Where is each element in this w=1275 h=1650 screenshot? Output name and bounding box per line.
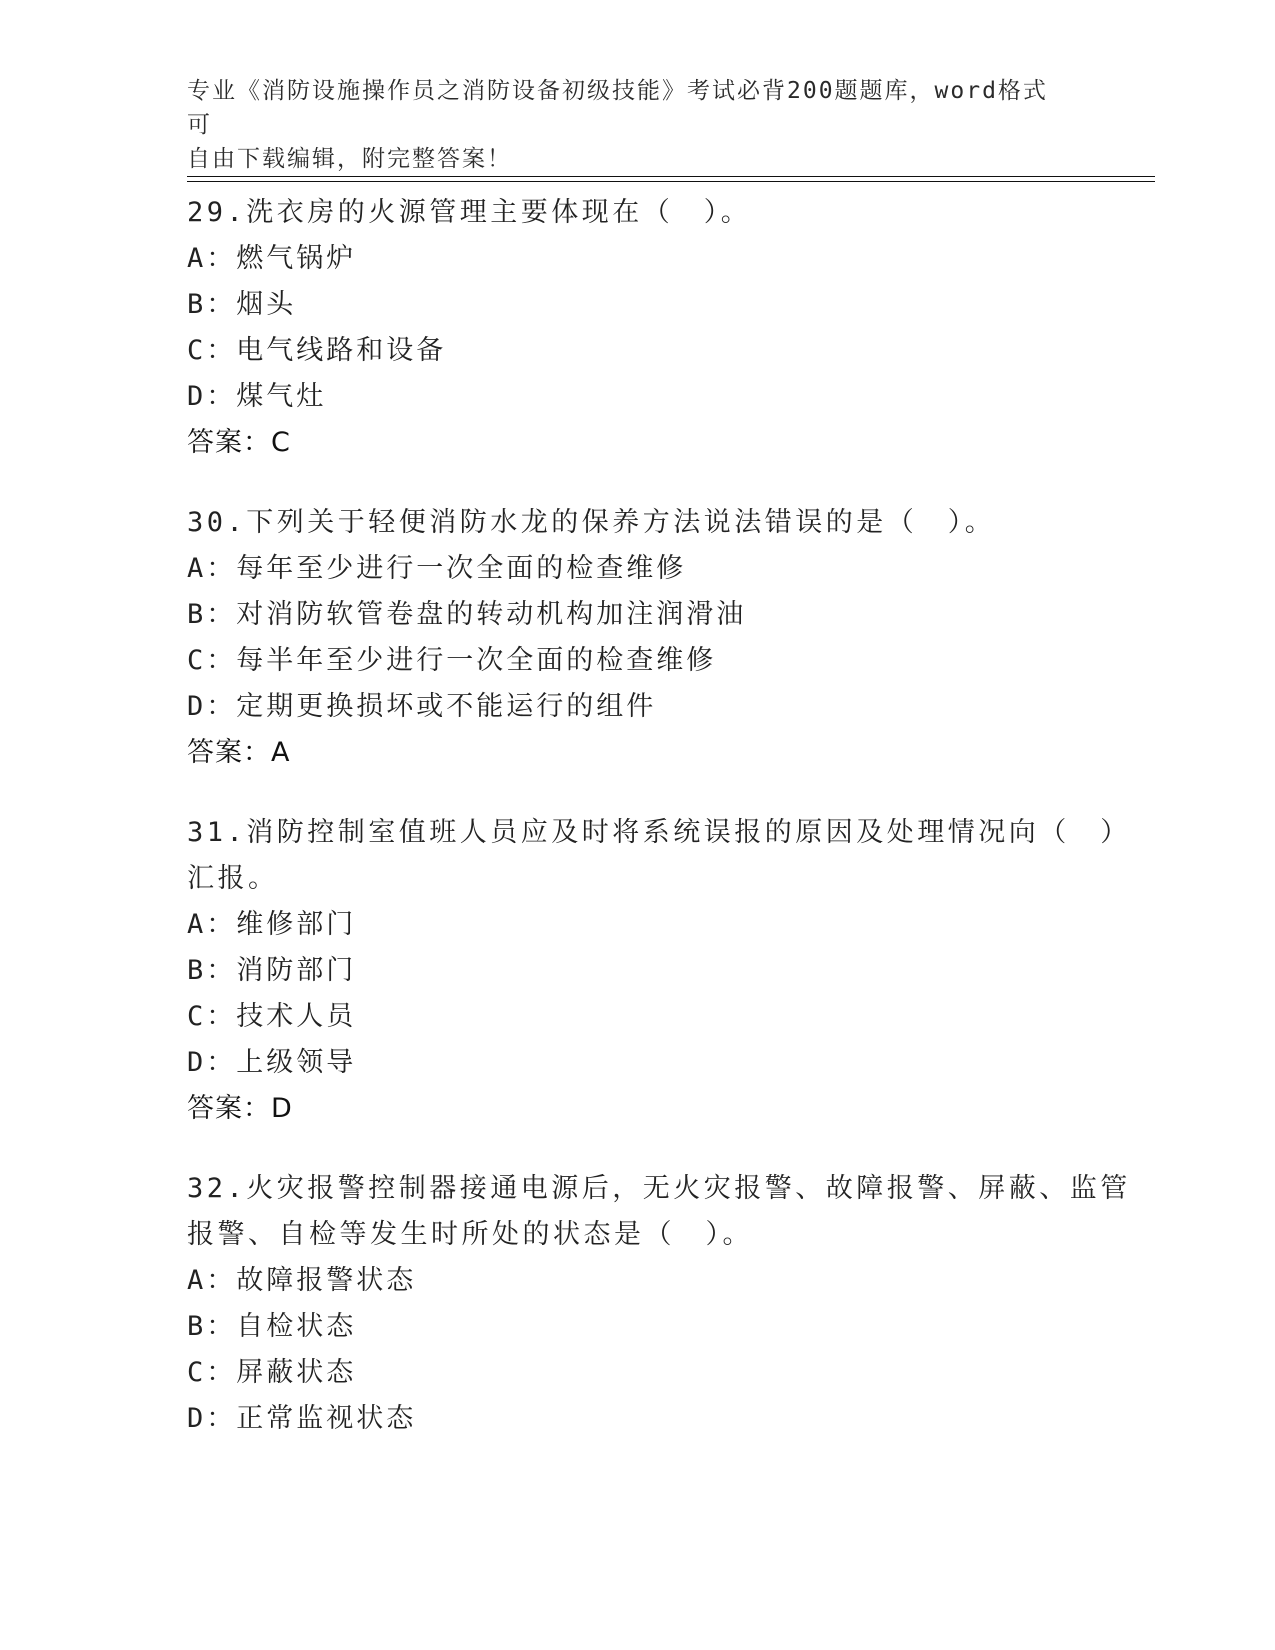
question-stem-line: 30.下列关于轻便消防水龙的保养方法说法错误的是（ ）。 <box>187 507 996 538</box>
header-divider-bottom <box>187 181 1155 182</box>
question-stem <box>187 810 1131 902</box>
question-29 <box>187 190 1087 466</box>
option-a: A：故障报警状态 <box>187 1265 417 1296</box>
option-c: C：技术人员 <box>187 1001 357 1032</box>
question-32 <box>187 1166 1131 1442</box>
option-d: D：正常监视状态 <box>187 1403 417 1434</box>
option-a: A：燃气锅炉 <box>187 243 357 274</box>
option-d: D：上级领导 <box>187 1047 357 1078</box>
question-stem <box>187 190 1087 236</box>
option-b: B：消防部门 <box>187 955 357 986</box>
option-d: D：煤气灶 <box>187 381 327 412</box>
answer-line: 答案：A <box>187 737 291 768</box>
question-stem-line: 报警、自检等发生时所处的状态是（ ）。 <box>187 1219 753 1250</box>
question-list <box>187 190 1131 1476</box>
answer-line: 答案：C <box>187 427 291 458</box>
question-stem <box>187 500 1087 546</box>
question-stem-line: 31.消防控制室值班人员应及时将系统误报的原因及处理情况向（ ） <box>187 817 1131 848</box>
question-stem-line: 汇报。 <box>187 863 279 894</box>
question-30 <box>187 500 1087 776</box>
question-stem-line: 32.火灾报警控制器接通电源后，无火灾报警、故障报警、屏蔽、监管 <box>187 1173 1131 1204</box>
option-a: A：维修部门 <box>187 909 357 940</box>
question-31 <box>187 810 1131 1132</box>
header-line-2: 自由下载编辑，附完整答案！ <box>187 146 512 172</box>
option-c: C：每半年至少进行一次全面的检查维修 <box>187 645 717 676</box>
option-b: B：自检状态 <box>187 1311 357 1342</box>
document-header <box>187 74 1057 176</box>
question-stem <box>187 1166 1131 1258</box>
header-divider-top <box>187 176 1155 177</box>
header-line-1: 专业《消防设施操作员之消防设备初级技能》考试必背200题题库，word格式可 <box>187 78 1048 138</box>
question-stem-line: 29.洗衣房的火源管理主要体现在（ ）。 <box>187 197 752 228</box>
answer-line: 答案：D <box>187 1093 293 1124</box>
option-a: A：每年至少进行一次全面的检查维修 <box>187 553 687 584</box>
option-b: B：烟头 <box>187 289 297 320</box>
option-c: C：电气线路和设备 <box>187 335 447 366</box>
option-c: C：屏蔽状态 <box>187 1357 357 1388</box>
option-b: B：对消防软管卷盘的转动机构加注润滑油 <box>187 599 747 630</box>
option-d: D：定期更换损坏或不能运行的组件 <box>187 691 657 722</box>
